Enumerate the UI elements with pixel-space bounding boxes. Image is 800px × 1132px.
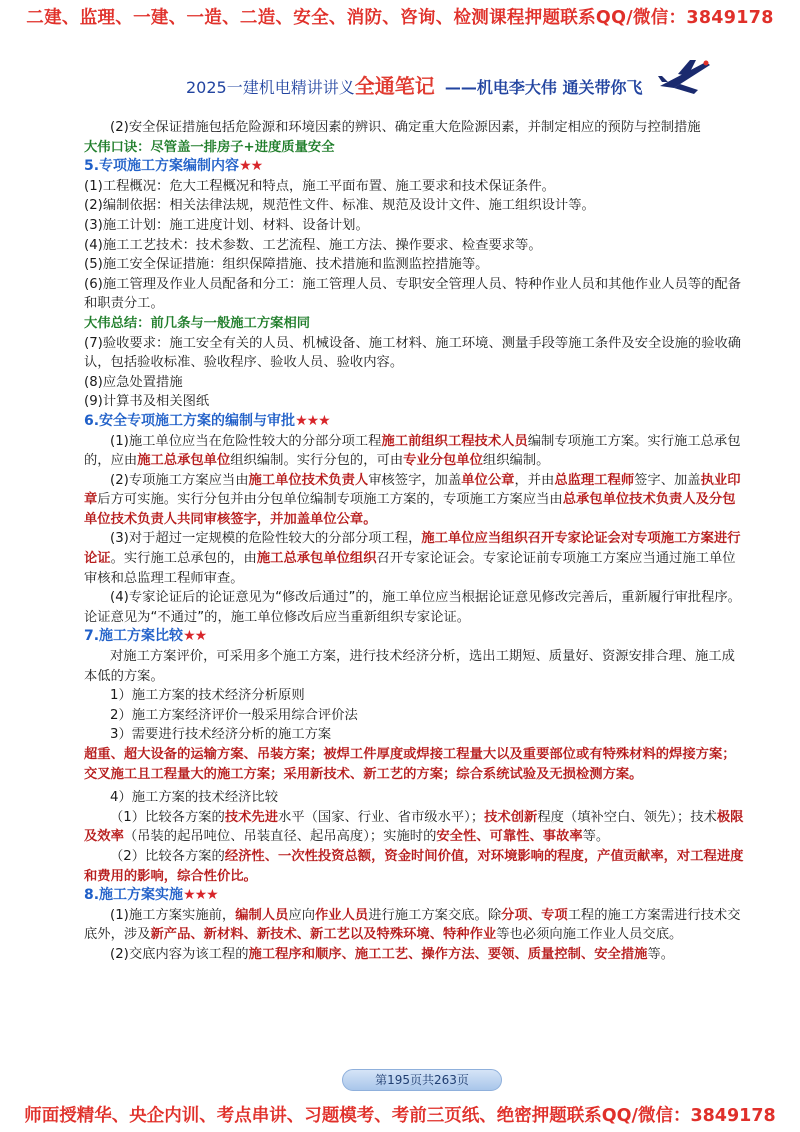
list-item: 3）需要进行技术经济分析的施工方案 — [110, 727, 332, 743]
text-run: 。实行施工总承包的，由 — [110, 551, 257, 567]
text-run: 等。 — [647, 946, 675, 962]
emphasis: 施工单位技术负责人 — [248, 472, 369, 488]
emphasis: 执业印章 — [84, 472, 741, 508]
paragraph-safety-measures: (2)安全保证措施包括危险源和环境因素的辨识、确定重大危险源因素，并制定相应的预防与控制措施 — [110, 120, 701, 135]
text-run: （1）比较各方案的 — [110, 809, 225, 825]
section-5-title: 5.专项施工方案编制内容 — [84, 158, 240, 175]
star-rating-icon: ★★ — [239, 158, 263, 175]
bottom-banner: 师面授精华、央企内训、考点串讲、习题模考、考前三页纸、绝密押题联系QQ/微信：3849178 — [24, 1106, 776, 1126]
list-item: (2)编制依据：相关法律法规，规范性文件、标准、规范及设计文件、施工组织设计等。 — [84, 198, 595, 214]
emphasis: 技术创新 — [484, 809, 538, 825]
emphasis: 施工总承包单位 — [137, 453, 231, 469]
tip-summary: 大伟总结：前几条与一般施工方案相同 — [84, 315, 311, 331]
section-6-title: 6.安全专项施工方案的编制与审批 — [84, 412, 296, 429]
emphasis: 新产品、新材料、新技术、新工艺以及特殊环境、特种作业 — [150, 927, 497, 943]
emphasis: 经济性、一次性投资总额，资金时间价值，对环境影响的程度，产值贡献率，对工程进度和费用的影响，综合性价比。 — [84, 848, 744, 884]
emphasis: 编制人员 — [235, 907, 289, 923]
list-item: (5)施工安全保证措施：组织保障措施、技术措施和监测监控措施等。 — [84, 257, 489, 273]
emphasis: 施工程序和顺序、施工工艺、操作方法、要领、质量控制、安全措施 — [248, 946, 648, 962]
list-item: (4)施工工艺技术：技术参数、工艺流程、施工方法、操作要求、检查要求等。 — [84, 237, 542, 253]
section-8-title: 8.施工方案实施 — [84, 887, 184, 904]
tip-mnemonic: 大伟口诀：尽管盖一排房子+进度质量安全 — [84, 139, 335, 155]
text-run: (3)对于超过一定规模的危险性较大的分部分项工程， — [110, 531, 422, 547]
list-item: (3)施工计划：施工进度计划、材料、设备计划。 — [84, 217, 369, 233]
list-item: (8)应急处置措施 — [84, 374, 183, 390]
list-item: 2）施工方案经济评价一般采用综合评价法 — [110, 707, 358, 723]
text-run: (2)专项施工方案应当由 — [110, 472, 249, 488]
text-run: 等。 — [582, 829, 610, 845]
emphasis: 施工前组织工程技术人员 — [381, 433, 528, 449]
paragraph — [84, 471, 744, 530]
text-run: 水平（国家、行业、省市级水平）； — [278, 809, 485, 825]
section-6-heading — [84, 412, 744, 432]
paragraph — [84, 906, 744, 945]
text-run: 应向 — [288, 907, 315, 923]
header-slogan: ——机电李大伟 通关带你飞 — [444, 78, 643, 97]
header-prefix: 2025一建机电精讲讲义 — [186, 78, 355, 97]
text-run: (1)施工单位应当在危险性较大的分部分项工程 — [110, 433, 382, 449]
text-run: 进行施工方案交底。除 — [368, 907, 502, 923]
emphasis: 极限及效率 — [84, 809, 744, 845]
list-item: 1）施工方案的技术经济分析原则 — [110, 688, 305, 704]
list-item: (9)计算书及相关图纸 — [84, 394, 210, 410]
section-7-title: 7.施工方案比较 — [84, 628, 184, 645]
paragraph — [84, 945, 744, 965]
paragraph — [84, 529, 744, 588]
emphasis: 施工单位应当组织召开专家论证会对专项施工方案进行论证 — [84, 531, 741, 567]
emphasis-paragraph: 超重、超大设备的运输方案、吊装方案；被焊工件厚度或焊接工程量大以及重要部位或有特殊材料的焊接方案；交叉施工且工程量大的施工方案；采用新技术、新工艺的方案；综合系统试验及无损检测方案。 — [84, 747, 736, 782]
text-run: （吊装的起吊吨位、吊装直径、起吊高度）；实施时的 — [123, 829, 437, 845]
page-header — [0, 64, 800, 104]
header-title — [186, 70, 642, 99]
paragraph: (4)专家论证后的论证意见为“修改后通过”的，施工单位应当根据论证意见修改完善后，重新履行审批程序。论证意见为“不通过”的，施工单位修改后应当重新组织专家论证。 — [84, 590, 741, 625]
airplane-icon — [656, 56, 712, 96]
emphasis: 作业人员 — [315, 907, 369, 923]
list-item: 4）施工方案的技术经济比较 — [110, 790, 279, 806]
text-run: 等也必须向施工作业人员交底。 — [496, 927, 683, 943]
text-run: 程度（填补空白、领先）；技术 — [537, 809, 717, 825]
star-rating-icon: ★★★ — [183, 887, 218, 904]
section-5-heading — [84, 157, 744, 177]
emphasis: 分项、专项 — [501, 907, 568, 923]
emphasis: 单位公章 — [461, 472, 515, 488]
text-run: ，并由 — [514, 472, 555, 488]
top-banner: 二建、监理、一建、一造、二造、安全、消防、咨询、检测课程押题联系QQ/微信：3849178 — [26, 8, 774, 28]
text-run: 组织编制。实行分包的，可由 — [230, 453, 404, 469]
text-run: (2)交底内容为该工程的 — [110, 946, 249, 962]
emphasis: 技术先进 — [224, 809, 279, 825]
text-run: (1)施工方案实施前， — [110, 907, 236, 923]
text-run: 审核签字，加盖 — [368, 472, 462, 488]
list-item: (6)施工管理及作业人员配备和分工：施工管理人员、专职安全管理人员、特种作业人员和其他作业人员等的配备和职责分工。 — [84, 276, 742, 312]
paragraph — [84, 808, 744, 847]
page-number: 第195页共263页 — [342, 1069, 502, 1091]
paragraph — [84, 432, 744, 471]
text-run: 编制专项施工方案。实行施工总承包的，应由 — [84, 433, 741, 469]
star-rating-icon: ★★ — [183, 628, 207, 645]
section-7-heading — [84, 627, 744, 647]
header-big: 全通笔记 — [354, 74, 435, 98]
text-run: 工程的施工方案需进行技术交底外，涉及 — [84, 907, 741, 943]
emphasis: 专业分包单位 — [403, 453, 483, 469]
text-run: （2）比较各方案的 — [110, 848, 225, 864]
emphasis: 安全性、可靠性、事故率 — [436, 829, 583, 845]
emphasis: 施工总承包单位组织 — [256, 551, 377, 567]
text-run: 召开专家论证会。专家论证前专项施工方案应当通过施工单位审核和总监理工程师审查。 — [84, 551, 736, 586]
text-run: 签字、加盖 — [634, 472, 701, 488]
document-body — [84, 118, 744, 965]
paragraph: 对施工方案评价，可采用多个施工方案，进行技术经济分析，选出工期短、质量好、资源安排合理、施工成本低的方案。 — [84, 649, 735, 684]
emphasis: 总监理工程师 — [554, 472, 635, 488]
paragraph — [84, 847, 744, 886]
text-run: 组织编制。 — [482, 453, 550, 469]
star-rating-icon: ★★★ — [295, 412, 330, 429]
list-item: (7)验收要求：施工安全有关的人员、机械设备、施工材料、施工环境、测量手段等施工条件及安全设施的验收确认，包括验收标准、验收程序、验收人员、验收内容。 — [84, 335, 742, 371]
text-run: 后方可实施。实行分包并由分包单位编制专项施工方案的，专项施工方案应当由 — [97, 492, 563, 508]
section-8-heading — [84, 886, 744, 906]
list-item: (1)工程概况：危大工程概况和特点，施工平面布置、施工要求和技术保证条件。 — [84, 178, 555, 194]
emphasis: 总承包单位技术负责人及分包单位技术负责人共同审核签字，并加盖单位公章。 — [84, 492, 736, 527]
